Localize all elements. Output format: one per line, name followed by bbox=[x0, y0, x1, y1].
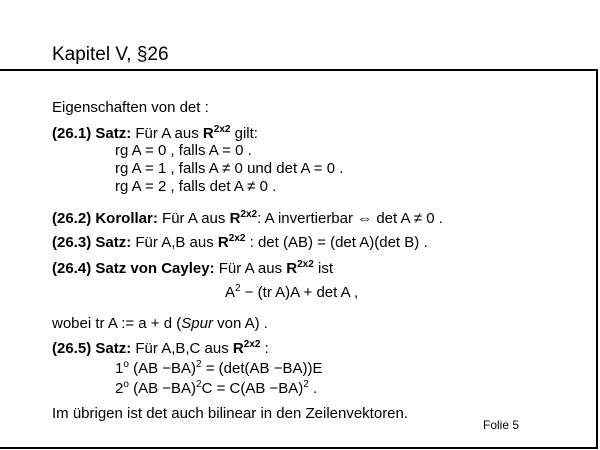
satz-26-3 bbox=[52, 234, 428, 252]
korollar-26-2-label: (26.2) Korollar: bbox=[52, 210, 158, 227]
formula-part: (AB −BA) bbox=[128, 360, 197, 377]
satz-26-5-line-2 bbox=[115, 380, 317, 398]
satz-26-5-line-1 bbox=[115, 360, 322, 378]
formula-exponent: 2 bbox=[196, 359, 202, 370]
rank-line-0: rg A = 0 , falls A = 0 . bbox=[115, 142, 252, 159]
rank-line-1: rg A = 1 , falls A ≠ 0 und det A = 0 . bbox=[115, 160, 344, 177]
satz-26-4 bbox=[52, 260, 333, 278]
formula-exponent: 2 bbox=[196, 379, 202, 390]
satz-26-3-label: (26.3) Satz: bbox=[52, 234, 132, 251]
korollar-26-2-text: Für A aus bbox=[157, 210, 230, 227]
formula-part: . bbox=[308, 380, 318, 397]
wobei-italic: Spur bbox=[181, 315, 213, 332]
korollar-26-2 bbox=[52, 210, 443, 228]
wobei-after: von A) . bbox=[212, 315, 268, 332]
satz-26-5-after: : bbox=[260, 340, 269, 357]
korollar-26-2-after: : A invertierbar ⇔ det A ≠ 0 . bbox=[257, 210, 443, 227]
satz-26-4-after: ist bbox=[313, 260, 333, 277]
formula-exponent: 2 bbox=[303, 379, 309, 390]
ordinal-marker: o bbox=[123, 359, 129, 370]
satz-26-1-heading bbox=[52, 125, 258, 143]
satz-26-5-label: (26.5) Satz: bbox=[52, 340, 132, 357]
satz-26-3-text: Für A,B aus bbox=[131, 234, 218, 251]
satz-26-5-text: Für A,B,C aus bbox=[131, 340, 233, 357]
cayley-a: A bbox=[225, 284, 236, 301]
set-symbol: R bbox=[229, 210, 241, 227]
formula-part: C = C(AB −BA) bbox=[201, 380, 304, 397]
wobei-before: wobei tr A := a + d ( bbox=[52, 315, 182, 332]
formula-part: (AB −BA) bbox=[128, 380, 197, 397]
set-symbol: R bbox=[232, 340, 244, 357]
item-number: 1 bbox=[115, 360, 124, 377]
ordinal-marker: o bbox=[123, 379, 129, 390]
satz-26-1-after: gilt: bbox=[230, 125, 258, 142]
set-exponent: 2x2 bbox=[228, 233, 246, 244]
set-symbol: R bbox=[202, 125, 214, 142]
satz-26-5 bbox=[52, 340, 269, 358]
satz-26-1-label: (26.1) Satz: bbox=[52, 125, 132, 142]
set-exponent: 2x2 bbox=[243, 339, 261, 350]
cayley-rest: − (tr A)A + det A , bbox=[240, 284, 359, 301]
cayley-formula bbox=[225, 284, 358, 302]
set-symbol: R bbox=[217, 234, 229, 251]
set-exponent: 2x2 bbox=[213, 124, 231, 135]
formula-part: = (det(AB −BA))E bbox=[201, 360, 323, 377]
satz-26-4-label: (26.4) Satz von Cayley: bbox=[52, 260, 215, 277]
wobei-line bbox=[52, 315, 268, 333]
closing-line: Im übrigen ist det auch bilinear in den Zeilenvektoren. bbox=[52, 405, 409, 422]
intro-line: Eigenschaften von det : bbox=[52, 99, 209, 116]
set-exponent: 2x2 bbox=[297, 259, 314, 270]
cayley-exponent: 2 bbox=[235, 283, 241, 294]
set-exponent: 2x2 bbox=[240, 209, 258, 220]
item-number: 2 bbox=[115, 380, 124, 397]
satz-26-1-text: Für A aus bbox=[131, 125, 203, 142]
slide-title: Kapitel V, §26 bbox=[52, 44, 169, 65]
satz-26-3-after: : det (AB) = (det A)(det B) . bbox=[245, 234, 428, 251]
rank-line-2: rg A = 2 , falls det A ≠ 0 . bbox=[115, 178, 277, 195]
set-symbol: R bbox=[286, 260, 298, 277]
slide-number: Folie 5 bbox=[483, 418, 520, 432]
satz-26-4-text: Für A aus bbox=[214, 260, 287, 277]
